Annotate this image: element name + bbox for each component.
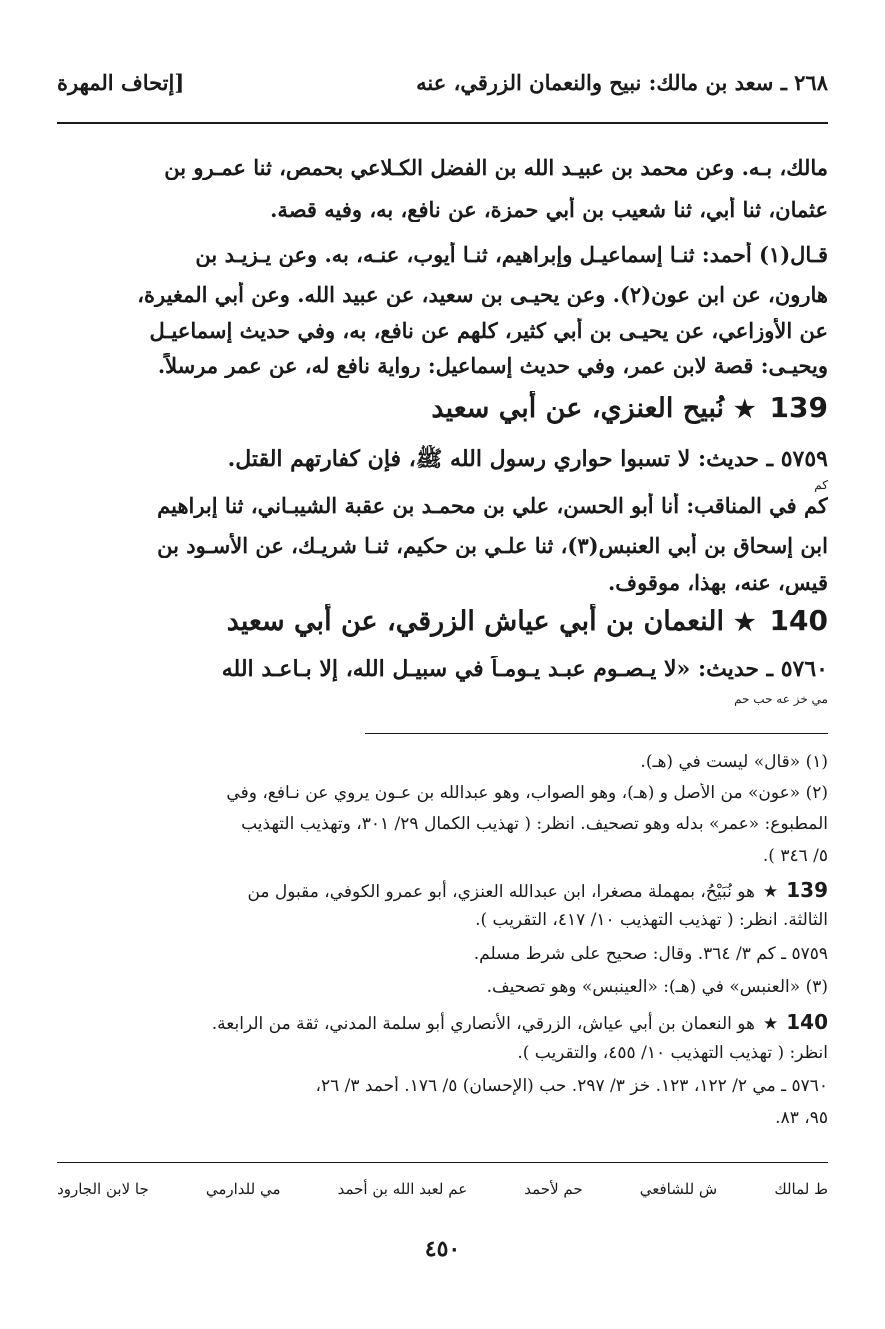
abbreviation-item: ط لمالك (774, 1180, 828, 1198)
section-heading-140 (57, 604, 828, 637)
footnote-line: انظر: ( تهذيب التهذيب ١٠/ ٤٥٥، والتقريب ). (517, 1043, 828, 1063)
footnote-line: المطبوع: «عمر» بدله وهو تصحيف. انظر: ( تهذيب الكمال ٢٩/ ٣٠١، وتهذيب التهذيب (241, 814, 828, 834)
page-number: ٤٥٠ (424, 1236, 461, 1262)
star-icon: ★ (763, 1014, 779, 1034)
star-icon: ★ (734, 394, 756, 423)
body-line: عثمان، ثنا أبي، ثنا شعيب بن أبي حمزة، عن نافع، به، وفيه قصة. (270, 197, 828, 222)
body-line: عن الأوزاعي، عن يحيـى بن أبي كثير، كلهم عن نافع، به، وفي حديث إسماعيـل (149, 318, 828, 343)
abbreviation-item: مي للدارمي (205, 1180, 281, 1198)
footnote-number: 139 (786, 878, 828, 902)
footnote-line: ٥٧٥٩ ـ كم ٣/ ٣٦٤. وقال: صحيح على شرط مسلم. (473, 944, 828, 964)
footnote-line: الثالثة. انظر: ( تهذيب التهذيب ١٠/ ٤١٧، التقريب ). (475, 910, 828, 930)
hadith-5760-sigla: مي خز عه حب حم (734, 692, 828, 706)
footnote-rule (365, 733, 828, 734)
section-title: النعمان بن أبي عياش الزرقي، عن أبي سعيد (226, 606, 725, 637)
abbreviation-item: جا لابن الجارود (57, 1180, 149, 1198)
hadith-5759-siglum: كم (814, 478, 828, 492)
star-icon: ★ (763, 882, 779, 902)
body-line: ويحيـى: قصة لابن عمر، وفي حديث إسماعيل: رواية نافع له، عن عمر مرسلاً. (157, 353, 828, 378)
footnote-number: 140 (786, 1010, 828, 1034)
header-rule (57, 122, 828, 124)
footnote-139: 139★هو نُبَيْحُ، بمهملة مصغرا، ابن عبدالله العنزي، أبو عمرو الكوفي، مقبول من (247, 878, 828, 902)
abbreviations-key (57, 1180, 828, 1198)
footnote-line: (١) «قال» ليست في (هـ). (640, 752, 828, 772)
section-title: نُبيح العنزي، عن أبي سعيد (431, 393, 725, 424)
running-head-book: [إتحاف المهرة (57, 70, 185, 95)
abbreviation-item: حم لأحمد (524, 1180, 583, 1198)
body-line: قيس، عنه، بهذا، موقوف. (608, 570, 828, 595)
running-head (57, 66, 828, 106)
running-head-title: ٢٦٨ ـ سعد بن مالك: نبيح والنعمان الزرقي، عنه (416, 70, 828, 95)
body-line: كم في المناقب: أنا أبو الحسن، علي بن محمـد بن عقبة الشيبـاني، ثنا إبراهيم (157, 493, 828, 518)
star-icon: ★ (734, 607, 756, 636)
hadith-5759: ٥٧٥٩ ـ حديث: لا تسبوا حواري رسول الله ﷺ، فإن كفارتهم القتل. (227, 446, 828, 472)
abbreviations-rule (57, 1162, 828, 1163)
footnote-line: ٥٧٦٠ ـ مي ٢/ ١٢٢، ١٢٣. خز ٣/ ٢٩٧. حب (الإحسان) ٥/ ١٧٦. أحمد ٣/ ٢٦، (315, 1076, 828, 1096)
body-line: هارون، عن ابن عون(٢). وعن يحيـى بن سعيد، عن عبيد الله. وعن أبي المغيرة، (137, 282, 828, 307)
section-number: 140 (769, 604, 828, 637)
body-line: ابن إسحاق بن أبي العنبس(٣)، ثنا علـي بن حكيم، ثنـا شريـك، عن الأسـود بن (157, 533, 828, 558)
body-line: قـال(١) أحمد: ثنـا إسماعيـل وإبراهيم، ثنـا أيوب، عنـه، به. وعن يـزيـد بن (195, 242, 828, 267)
footnote-140: 140★هو النعمان بن أبي عياش، الزرقي، الأنصاري أبو سلمة المدني، ثقة من الرابعة. (211, 1010, 828, 1034)
section-heading-139 (57, 391, 828, 424)
footnote-line: ٥/ ٣٤٦ ). (762, 846, 828, 866)
section-number: 139 (769, 391, 828, 424)
footnote-line: (٢) «عون» من الأصل و (هـ)، وهو الصواب، وهو عبدالله بن عـون يروي عن نـافع، وفي (226, 783, 828, 803)
footnote-line: ٩٥، ٨٣. (775, 1108, 828, 1128)
body-line: مالك، بـه. وعن محمد بن عبيـد الله بن الفضل الكـلاعي بحمص، ثنا عمـرو بن (164, 155, 828, 180)
footnote-line: (٣) «العنبس» في (هـ): «العينبس» وهو تصحيف. (486, 977, 828, 997)
abbreviation-item: عم لعبد الله بن أحمد (337, 1180, 468, 1198)
hadith-5760: ٥٧٦٠ ـ حديث: «لا يـصـوم عبـد يـومـاً في سبيـل الله، إلا بـاعـد الله (221, 656, 828, 682)
abbreviation-item: ش للشافعي (639, 1180, 718, 1198)
